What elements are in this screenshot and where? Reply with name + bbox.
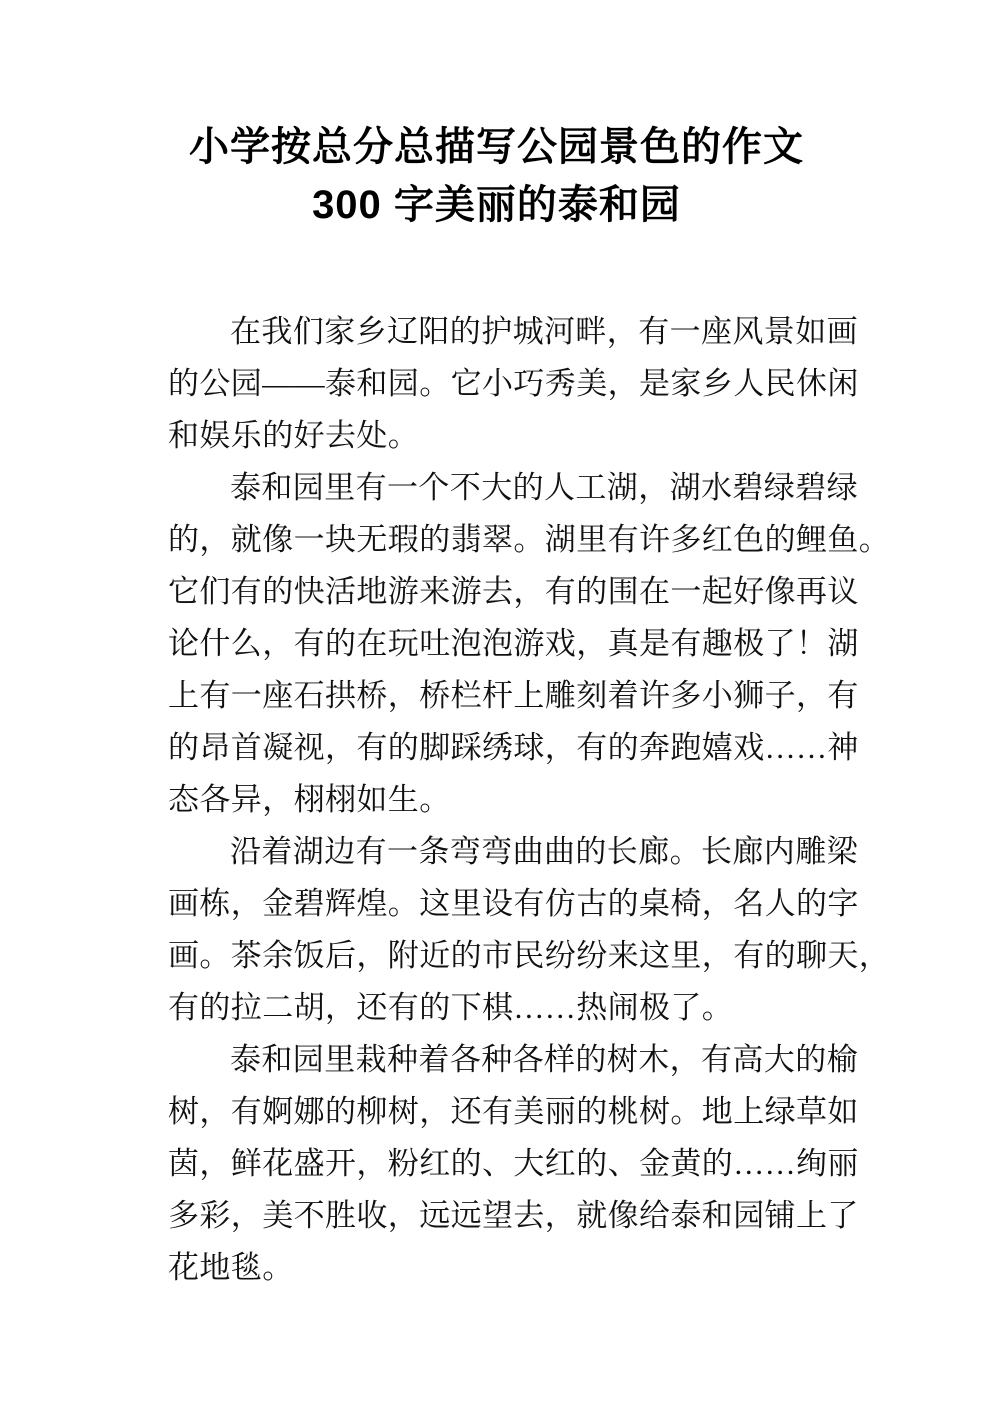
paragraph-line: 有的拉二胡，还有的下棋……热闹极了。 <box>168 990 734 1025</box>
paragraph-line: 上有一座石拱桥，桥栏杆上雕刻着许多小狮子，有 <box>168 678 859 713</box>
paragraph-line: 它们有的快活地游来游去，有的围在一起好像再议 <box>168 574 859 609</box>
paragraph-line: 的，就像一块无瑕的翡翠。湖里有许多红色的鲤鱼。 <box>168 522 891 557</box>
paragraph-line: 画栋，金碧辉煌。这里设有仿古的桌椅，名人的字 <box>168 886 859 921</box>
paragraph-line: 花地毯。 <box>168 1250 294 1285</box>
paragraph-line: 茵，鲜花盛开，粉红的、大红的、金黄的……绚丽 <box>168 1146 859 1181</box>
title-line-1: 小学按总分总描写公园景色的作文 <box>189 125 804 169</box>
paragraph-1 <box>168 306 859 462</box>
paragraph-line: 多彩，美不胜收，远远望去，就像给泰和园铺上了 <box>168 1198 859 1233</box>
paragraph-2 <box>168 462 891 826</box>
paragraph-line: 在我们家乡辽阳的护城河畔，有一座风景如画 <box>230 314 858 349</box>
paragraph-line: 论什么，有的在玩吐泡泡游戏，真是有趣极了！湖 <box>168 626 859 661</box>
paragraph-line: 泰和园里栽种着各种各样的树木，有高大的榆 <box>230 1042 858 1077</box>
paragraph-4 <box>168 1034 859 1294</box>
paragraph-line: 画。茶余饭后，附近的市民纷纷来这里，有的聊天， <box>168 938 891 973</box>
title-line-2: 300 字美丽的泰和园 <box>312 183 681 227</box>
paragraph-line: 沿着湖边有一条弯弯曲曲的长廊。长廊内雕梁 <box>230 834 858 869</box>
document-body <box>0 306 993 1294</box>
paragraph-line: 树，有婀娜的柳树，还有美丽的桃树。地上绿草如 <box>168 1094 859 1129</box>
paragraph-line: 泰和园里有一个不大的人工湖，湖水碧绿碧绿 <box>230 470 858 505</box>
document-title <box>0 0 993 234</box>
paragraph-line: 的公园——泰和园。它小巧秀美，是家乡人民休闲 <box>168 366 859 401</box>
paragraph-line: 态各异，栩栩如生。 <box>168 782 451 817</box>
paragraph-line: 的昂首凝视，有的脚踩绣球，有的奔跑嬉戏……神 <box>168 730 859 765</box>
paragraph-3 <box>168 826 891 1034</box>
paragraph-line: 和娱乐的好去处。 <box>168 418 420 453</box>
